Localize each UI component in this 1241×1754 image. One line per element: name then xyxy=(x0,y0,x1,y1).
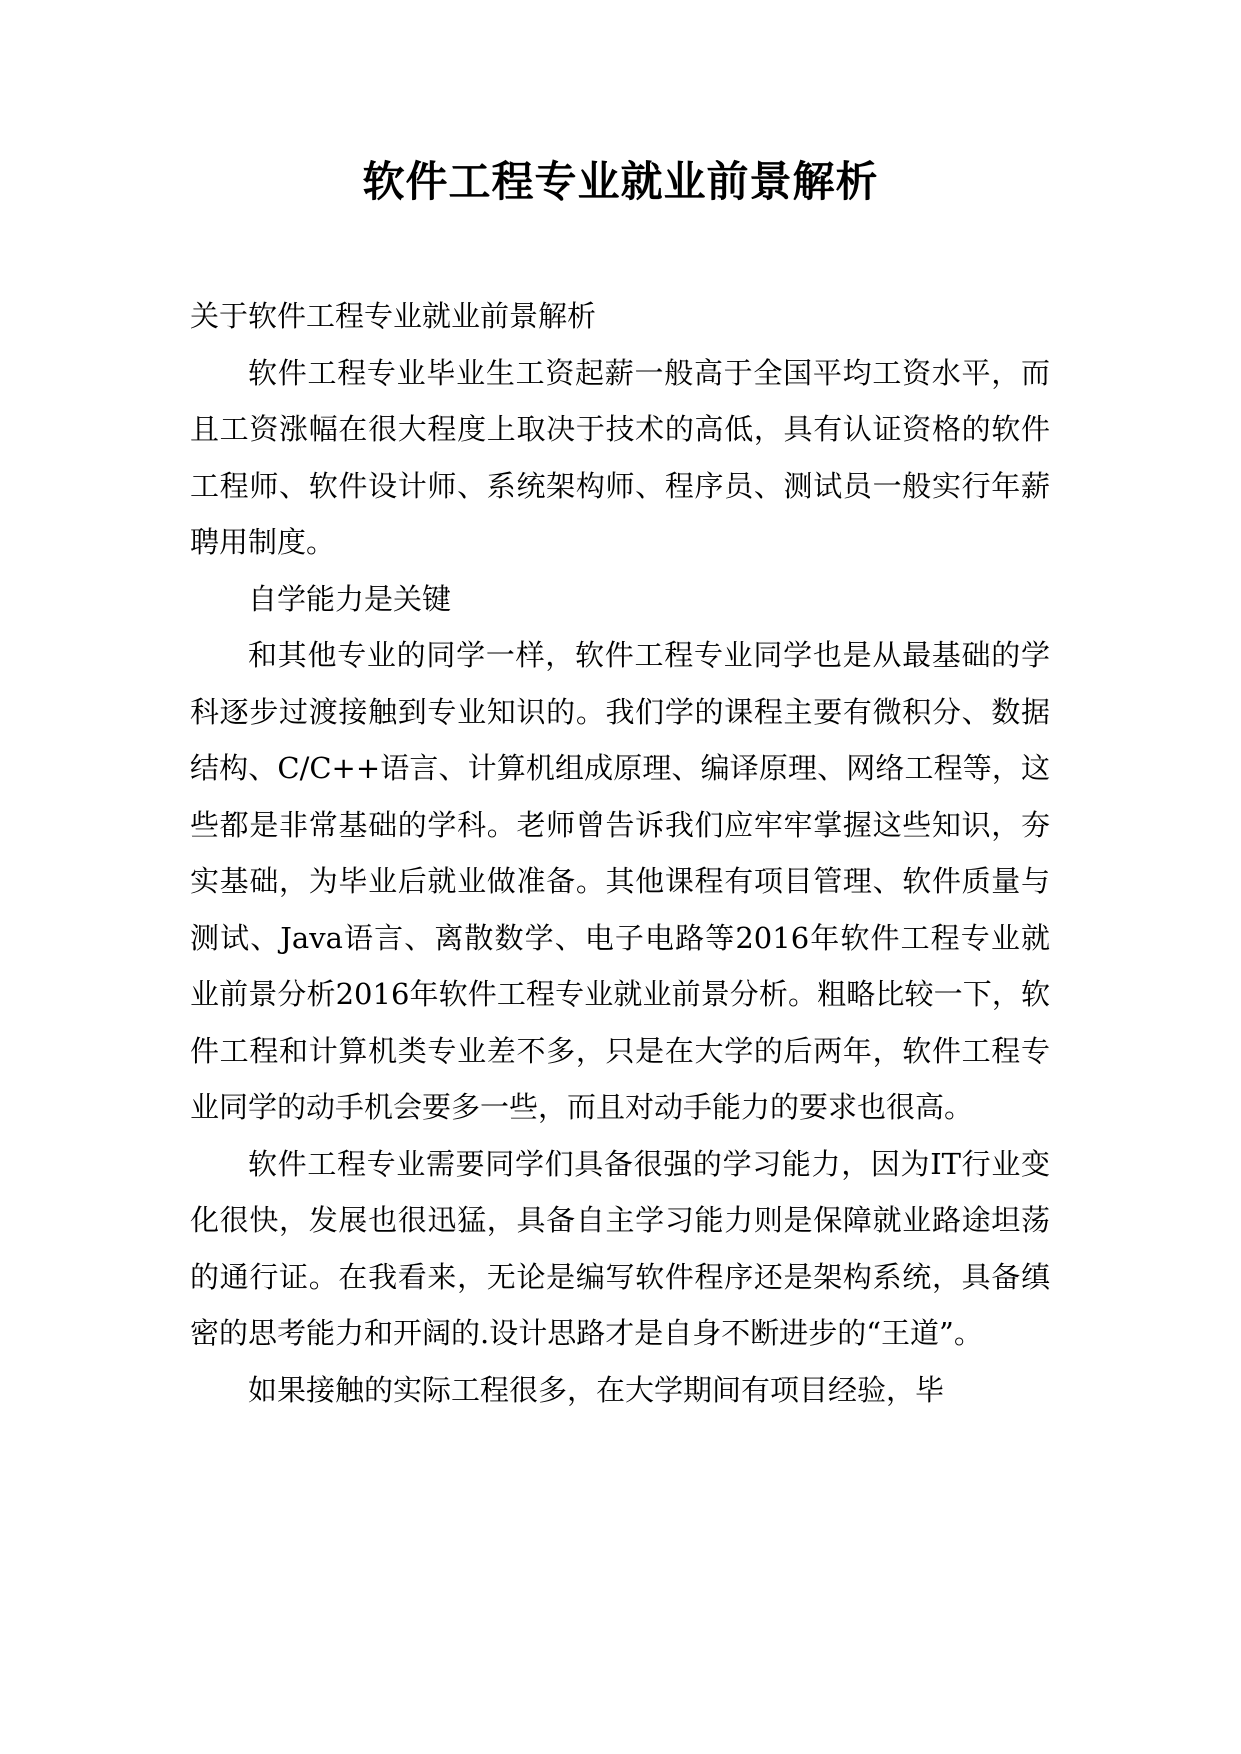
paragraph-learning-ability: 软件工程专业需要同学们具备很强的学习能力，因为IT行业变化很快，发展也很迅猛，具备自主学习能力则是保障就业路途坦荡的通行证。在我看来，无论是编写软件程序还是架构系统，具备缜密的思考能力和开阔的.设计思路才是自身不断进步的“王道”。 xyxy=(190,1146,1050,1350)
paragraph-project-experience: 如果接触的实际工程很多，在大学期间有项目经验，毕 xyxy=(248,1372,945,1407)
document-title: 软件工程专业就业前景解析 xyxy=(362,157,879,206)
document-body xyxy=(190,288,1050,1418)
paragraph-intro: 关于软件工程专业就业前景解析 xyxy=(190,299,597,333)
paragraph-courses: 和其他专业的同学一样，软件工程专业同学也是从最基础的学科逐步过渡接触到专业知识的。我们学的课程主要有微积分、数据结构、C/C++语言、计算机组成原理、编译原理、网络工程等，这些都是非常基础的学科。老师曾告诉我们应牢牢掌握这些知识，夯实基础，为毕业后就业做准备。其他课程有项目管理、软件质量与测试、Java语言、离散数学、电子电路等2016年软件工程专业就业前景分析2016年软件工程专业就业前景分析。粗略比较一下，软件工程和计算机类专业差不多，只是在大学的后两年，软件工程专业同学的动手机会要多一些，而且对动手能力的要求也很高。 xyxy=(190,638,1050,1124)
paragraph-salary: 软件工程专业毕业生工资起薪一般高于全国平均工资水平，而且工资涨幅在很大程度上取决于技术的高低，具有认证资格的软件工程师、软件设计师、系统架构师、程序员、测试员一般实行年薪聘用制度。 xyxy=(190,355,1050,559)
section-heading-self-learning: 自学能力是关键 xyxy=(248,581,452,616)
